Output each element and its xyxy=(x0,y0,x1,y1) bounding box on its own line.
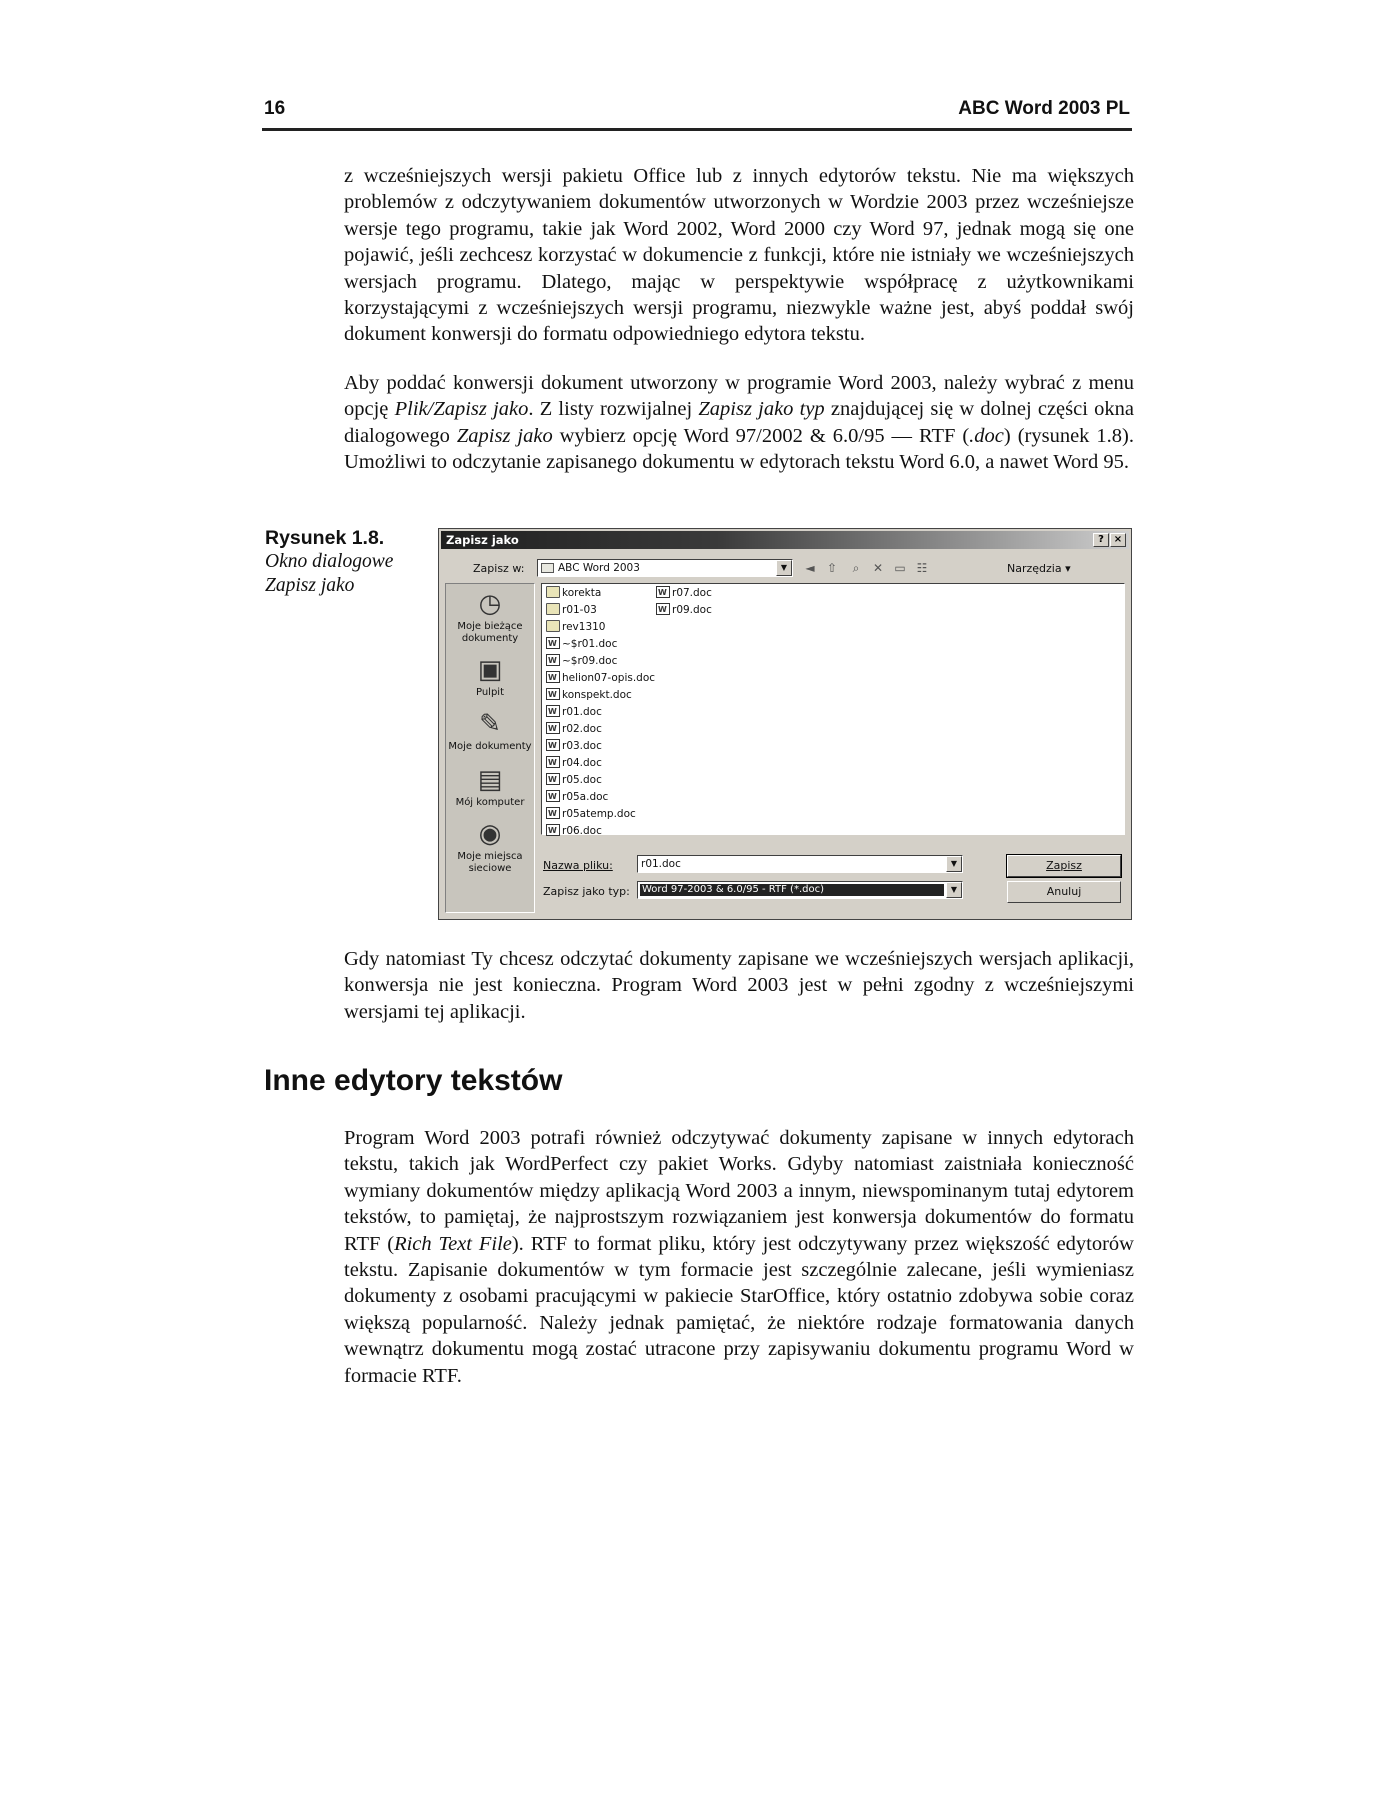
file-name-input[interactable] xyxy=(637,855,963,873)
text-run: ). RTF to format pliku, który jest odczytywany przez większość edytorów tekstu. Zapisanie dokumentów w tym formacie jest szczególnie zalecane, jeśli wymieniasz dokumenty z osobami pracującymi w pakiecie StarOffice, który ostatnio zdobywa sobie coraz większą popularność. Należy jednak pamiętać, że niektóre rodzaje formatowania danych wewnątrz dokumentu mogą zostać utracone przy zapisywaniu dokumentu programu Word w formacie RTF. xyxy=(344,1232,1134,1387)
chevron-down-icon[interactable]: ▼ xyxy=(946,882,962,898)
place-network[interactable] xyxy=(446,820,534,875)
file-item[interactable] xyxy=(546,773,602,788)
file-item[interactable] xyxy=(546,671,655,686)
text-run: znajdującej się w dolnej części okna dialogowego xyxy=(344,398,1134,447)
save-in-label: Zapisz w: xyxy=(473,562,525,575)
file-name: r05atemp.doc xyxy=(562,808,636,820)
paragraph-4 xyxy=(344,1125,1134,1389)
dialog-title: Zapisz jako xyxy=(446,533,519,547)
page-number: 16 xyxy=(264,98,286,119)
close-button[interactable]: × xyxy=(1110,533,1126,547)
file-name: konspekt.doc xyxy=(562,689,632,701)
italic-run: Zapisz jako typ xyxy=(698,398,825,421)
text-run: ) (rysunek 1.8). Umożliwi to odczytanie zapisanego dokumentu w edytorach tekstu Word 6.0, a nawet Word 95. xyxy=(344,424,1134,474)
italic-run: .doc xyxy=(969,424,1004,447)
file-name: ~$r09.doc xyxy=(562,655,618,667)
save-as-type-dropdown[interactable] xyxy=(637,881,963,899)
file-item[interactable] xyxy=(546,603,597,618)
chevron-down-icon[interactable]: ▼ xyxy=(776,560,792,576)
file-list[interactable] xyxy=(541,583,1125,835)
places-bar xyxy=(445,583,535,913)
page-header xyxy=(262,96,1132,131)
word-document-icon xyxy=(546,654,560,666)
file-item[interactable] xyxy=(656,586,712,601)
save-button[interactable]: Zapisz xyxy=(1007,855,1121,877)
word-document-icon xyxy=(546,773,560,785)
file-name: ~$r01.doc xyxy=(562,638,618,650)
new-folder-icon[interactable]: ▭ xyxy=(894,561,906,575)
word-document-icon xyxy=(546,790,560,802)
file-item[interactable] xyxy=(546,756,602,771)
figure-caption-line: Zapisz jako xyxy=(265,575,355,596)
figure-number: Rysunek 1.8. xyxy=(265,527,385,549)
save-as-dialog xyxy=(438,528,1132,920)
folder-icon xyxy=(546,620,560,632)
file-item[interactable] xyxy=(546,807,636,822)
file-name: r05a.doc xyxy=(562,791,609,803)
file-item[interactable] xyxy=(546,654,617,669)
word-document-icon xyxy=(546,688,560,700)
file-name-label: Nazwa pliku: xyxy=(543,859,613,872)
recent-documents-icon: ◷ xyxy=(478,589,502,619)
place-my-documents[interactable] xyxy=(446,710,534,753)
desktop-icon: ▣ xyxy=(477,655,503,685)
file-item[interactable] xyxy=(546,637,617,652)
file-name: korekta xyxy=(562,587,602,599)
save-in-value: ABC Word 2003 xyxy=(558,562,640,574)
my-documents-icon: ✎ xyxy=(479,709,501,739)
paragraph-2 xyxy=(344,370,1134,476)
figure-caption xyxy=(265,526,415,598)
place-label: Pulpit xyxy=(475,687,505,698)
file-name-value: r01.doc xyxy=(641,858,681,870)
folder-icon xyxy=(546,603,560,615)
word-document-icon xyxy=(546,807,560,819)
chevron-down-icon[interactable]: ▼ xyxy=(946,856,962,872)
back-icon[interactable]: ◄ xyxy=(805,561,815,575)
file-name: r01.doc xyxy=(562,706,602,718)
place-label: Moje bieżące xyxy=(457,621,523,632)
file-item[interactable] xyxy=(546,688,632,703)
network-places-icon: ◉ xyxy=(478,819,502,849)
place-label: sieciowe xyxy=(468,863,512,874)
paragraph-1: z wcześniejszych wersji pakietu Office lub z innych edytorów tekstu. Nie ma większych problemów z odczytywaniem dokumentów utworzonych w Wordzie 2003 przez wcześniejsze wersje tego programu, takie jak Word 2002, Word 2000 czy Word 97, jednak mogą się one pojawić, jeśli zechcesz korzystać w dokumencie z funkcji, które nie istniały we wcześniejszych wersjach programu. Dlatego, mając w perspektywie współpracę z użytkownikami korzystającymi z wcześniejszych wersji programu, niezwykle ważne jest, abyś poddał swój dokument konwersji do formatu odpowiedniego edytora tekstu. xyxy=(344,165,1134,346)
up-folder-icon[interactable]: ⇧ xyxy=(826,561,838,575)
views-icon[interactable]: ☷ xyxy=(916,561,928,575)
my-computer-icon: ▤ xyxy=(477,765,503,795)
place-label: Moje dokumenty xyxy=(448,741,532,752)
file-name: r09.doc xyxy=(672,604,712,616)
place-recent-documents[interactable] xyxy=(446,590,534,645)
folder-icon xyxy=(546,586,560,598)
search-web-icon[interactable]: ⌕ xyxy=(852,561,860,575)
file-name: r05.doc xyxy=(562,774,602,786)
section-heading: Inne edytory tekstów xyxy=(264,1064,563,1097)
word-document-icon xyxy=(546,637,560,649)
place-my-computer[interactable] xyxy=(446,766,534,809)
place-label: Mój komputer xyxy=(455,797,525,808)
file-item[interactable] xyxy=(656,603,712,618)
folder-icon xyxy=(541,563,554,573)
file-item[interactable] xyxy=(546,739,602,754)
delete-icon[interactable]: ✕ xyxy=(872,561,884,575)
word-document-icon xyxy=(546,671,560,683)
help-button[interactable]: ? xyxy=(1093,533,1109,547)
italic-run: Rich Text File xyxy=(394,1232,512,1255)
file-item[interactable] xyxy=(546,824,602,839)
file-item[interactable] xyxy=(546,586,601,601)
word-document-icon xyxy=(546,705,560,717)
paragraph-3: Gdy natomiast Ty chcesz odczytać dokumenty zapisane we wcześniejszych wersjach aplikacji, konwersja nie jest konieczna. Program Word 2003 jest w pełni zgodny z wcześniejszymi wersjami tej aplikacji. xyxy=(344,948,1134,1023)
word-document-icon xyxy=(546,739,560,751)
tools-menu[interactable]: Narzędzia ▾ xyxy=(1007,562,1071,575)
figure-caption-line: Okno dialogowe xyxy=(265,551,394,572)
file-name: r01-03 xyxy=(562,604,597,616)
file-name: r06.doc xyxy=(562,825,602,837)
save-as-type-value: Word 97-2003 & 6.0/95 - RTF (*.doc) xyxy=(640,884,944,896)
place-label: dokumenty xyxy=(461,633,519,644)
italic-run: Plik/Zapisz jako xyxy=(394,398,529,421)
file-name: r03.doc xyxy=(562,740,602,752)
save-as-type-label: Zapisz jako typ: xyxy=(543,885,630,898)
cancel-button[interactable]: Anuluj xyxy=(1007,881,1121,903)
word-document-icon xyxy=(546,824,560,836)
italic-run: Zapisz jako xyxy=(456,424,553,447)
file-name: rev1310 xyxy=(562,621,606,633)
word-document-icon xyxy=(656,586,670,598)
word-document-icon xyxy=(546,722,560,734)
file-name: r04.doc xyxy=(562,757,602,769)
file-item[interactable] xyxy=(546,620,605,635)
file-item[interactable] xyxy=(546,790,608,805)
word-document-icon xyxy=(656,603,670,615)
file-name: helion07-opis.doc xyxy=(562,672,656,684)
text-run: Program Word 2003 potrafi również odczytywać dokumenty zapisane w innych edytorach tekstu, takich jak WordPerfect czy pakiet Works. Gdyby natomiast zaistniała konieczność wymiany dokumentów między aplikacją Word 2003 a innym, niewspominanym tutaj edytorem tekstów, to pamiętaj, że najprostszym rozwiązaniem jest konwersja dokumentów do formatu RTF ( xyxy=(344,1127,1134,1255)
file-name: r02.doc xyxy=(562,723,602,735)
file-item[interactable] xyxy=(546,722,602,737)
text-run: Aby poddać konwersji dokument utworzony w programie Word 2003, należy wybrać z menu opcję xyxy=(344,372,1134,421)
word-document-icon xyxy=(546,756,560,768)
dialog-titlebar xyxy=(441,531,1129,549)
book-title: ABC Word 2003 PL xyxy=(958,98,1130,119)
text-run: . Z listy rozwijalnej xyxy=(528,398,699,421)
text-run: wybierz opcję Word 97/2002 & 6.0/95 — RTF ( xyxy=(552,424,970,447)
place-label: Moje miejsca xyxy=(457,851,523,862)
file-item[interactable] xyxy=(546,705,602,720)
save-in-dropdown[interactable] xyxy=(537,559,793,577)
file-name: r07.doc xyxy=(672,587,712,599)
place-desktop[interactable] xyxy=(446,656,534,699)
